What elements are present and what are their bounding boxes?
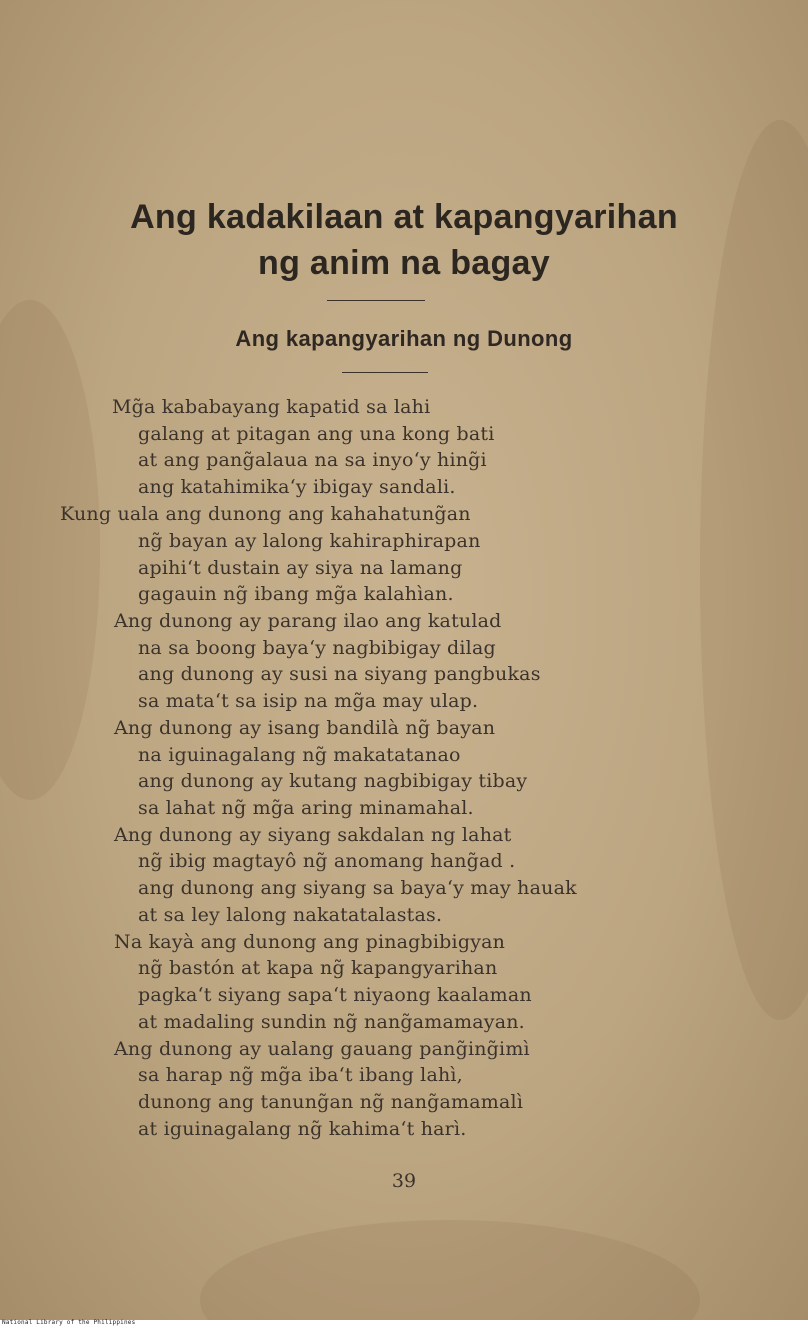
footer-strip [0, 1320, 808, 1328]
poem-line: Kung uala ang dunong ang kahahatung̃an [60, 503, 471, 525]
page-title-line-1: Ang kadakilaan at kapangyarihan [130, 198, 678, 236]
footer-credit: National Library of the Philippines [2, 1319, 136, 1326]
poem-line: at sa ley lalong nakatatalastas. [138, 904, 443, 926]
section-subtitle: Ang kapangyarihan ng Dunong [235, 326, 573, 351]
poem-line: na sa boong baya‘y nagbibigay dilag [138, 637, 496, 659]
poem-line: ang dunong ay kutang nagbibigay tibay [138, 770, 528, 792]
poem-line: ang dunong ay susi na siyang pangbukas [138, 663, 541, 685]
poem-line: sa mata‘t sa isip na mg̃a may ulap. [138, 690, 479, 712]
poem-line: at ang pang̃alaua na sa inyo‘y hing̃i [138, 449, 487, 471]
divider-top [327, 300, 425, 301]
poem-line: Ang dunong ay isang bandilà ng̃ bayan [114, 717, 496, 739]
poem-line: apihi‘t dustain ay siya na lamang [138, 557, 463, 579]
poem-line: ng̃ bastón at kapa ng̃ kapangyarihan [138, 957, 498, 979]
poem-line: sa lahat ng̃ mg̃a aring minamahal. [138, 797, 474, 819]
poem-line: galang at pitagan ang una kong bati [138, 423, 495, 445]
poem-line: pagka‘t siyang sapa‘t niyaong kaalaman [138, 984, 532, 1006]
poem-line: at iguinagalang ng̃ kahima‘t harì. [138, 1118, 467, 1140]
poem-line: dunong ang tanung̃an ng̃ nang̃amamalì [138, 1091, 524, 1113]
poem-line: Ang dunong ay ualang gauang pang̃ing̃imì [114, 1038, 530, 1060]
poem-line: Ang dunong ay parang ilao ang katulad [114, 610, 502, 632]
poem-line: ng̃ ibig magtayô ng̃ anomang hang̃ad . [138, 850, 516, 872]
poem-line: sa harap ng̃ mg̃a iba‘t ibang lahì, [138, 1064, 463, 1086]
poem-line: ng̃ bayan ay lalong kahiraphirapan [138, 530, 481, 552]
poem-line: gagauin ng̃ ibang mg̃a kalahìan. [138, 583, 454, 605]
page-number: 39 [391, 1170, 417, 1192]
poem-line: ang dunong ang siyang sa baya‘y may hauak [138, 877, 577, 899]
paper-stain [200, 1220, 700, 1320]
poem-line: Ang dunong ay siyang sakdalan ng lahat [114, 824, 512, 846]
poem-line: ang katahimika‘y ibigay sandali. [138, 476, 456, 498]
paper-stain [0, 300, 100, 800]
poem-line: Na kayà ang dunong ang pinagbibigyan [114, 931, 506, 953]
poem-line: Mg̃a kababayang kapatid sa lahi [112, 396, 431, 418]
page-title-line-2: ng anim na bagay [258, 244, 550, 282]
divider-bottom [342, 372, 428, 373]
poem-line: at madaling sundin ng̃ nang̃amamayan. [138, 1011, 525, 1033]
poem-line: na iguinagalang ng̃ makatatanao [138, 744, 461, 766]
